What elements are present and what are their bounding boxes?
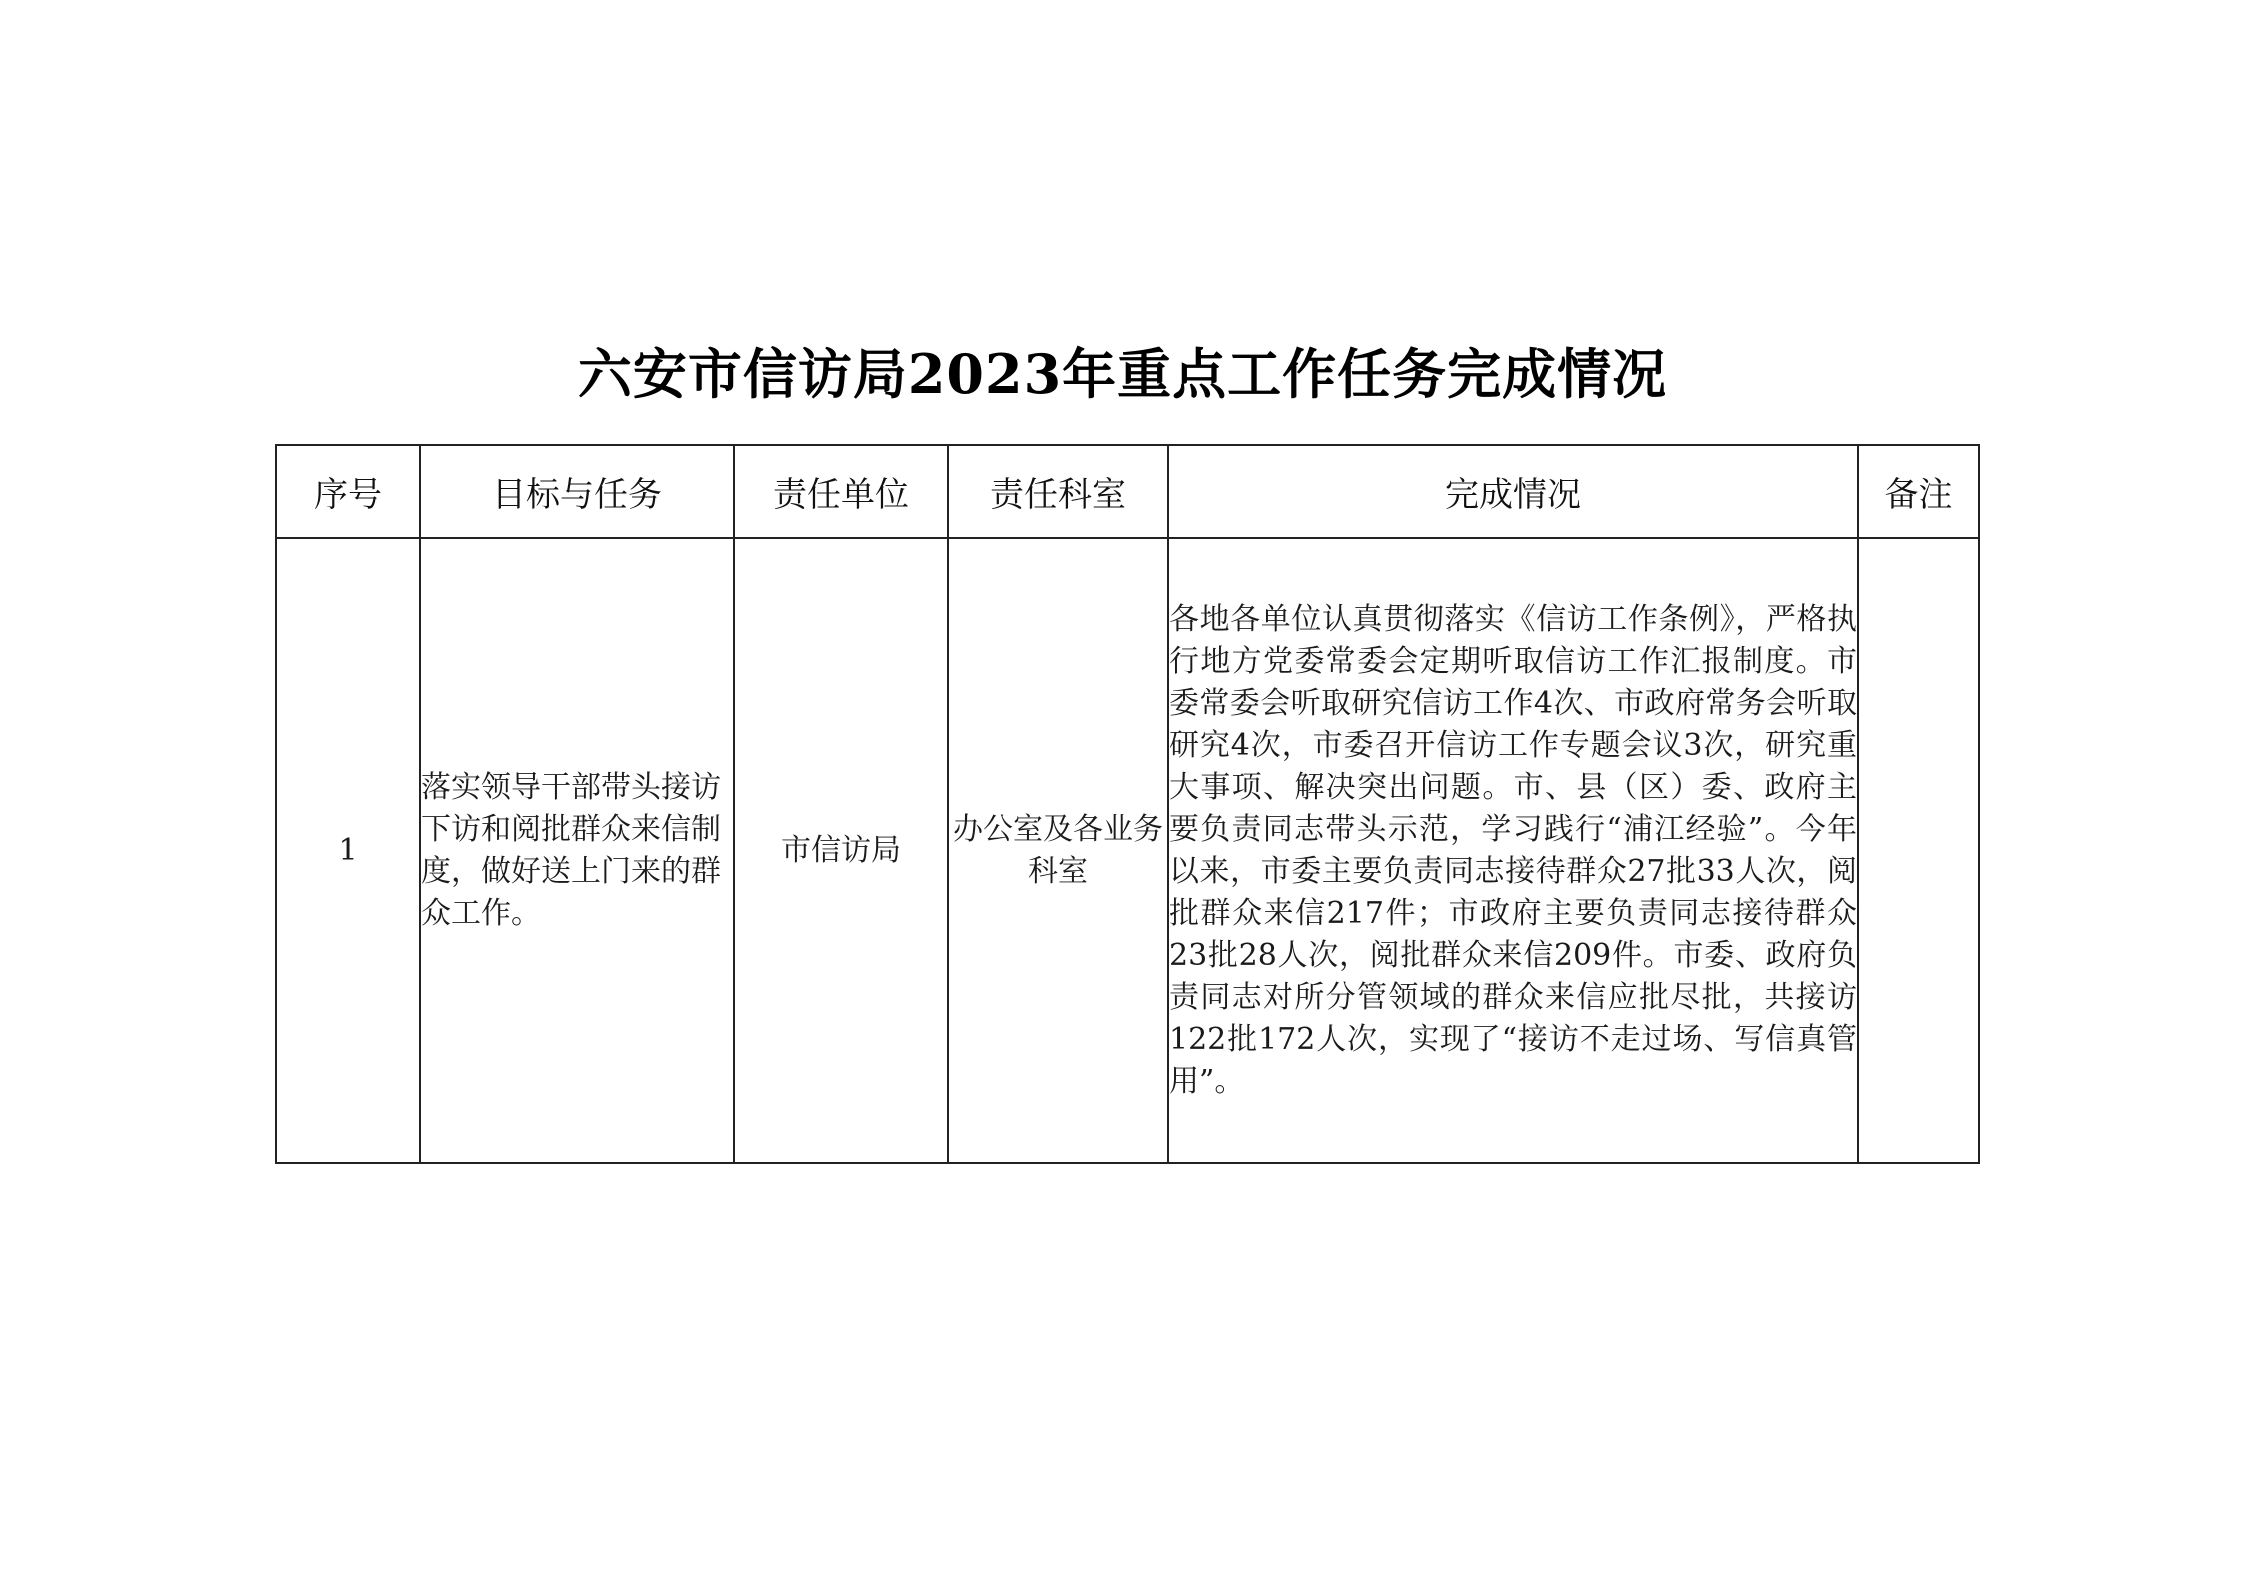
task-table [275, 444, 1980, 1164]
header-dept: 责任科室 [948, 445, 1168, 538]
cell-unit-text: 市信访局 [781, 832, 901, 868]
cell-status-text: 各地各单位认真贯彻落实《信访工作条例》，严格执行地方党委常委会定期听取信访工作汇报制度。市委常委会听取研究信访工作4次、市政府常务会听取研究4次，市委召开信访工作专题会议3次，研究重大事项、解决突出问题。市、县（区）委、政府主要负责同志带头示范，学习践行“浦江经验”。今年以来，市委主要负责同志接待群众27批33人次，阅批群众来信217件；市政府主要负责同志接待群众23批28人次，阅批群众来信209件。市委、政府负责同志对所分管领域的群众来信应批尽批，共接访122批172人次，实现了“接访不走过场、写信真管用”。 [1169, 601, 1857, 1099]
cell-remark [1858, 538, 1979, 1163]
cell-status [1168, 538, 1858, 1163]
cell-dept-text: 办公室及各业务科室 [953, 811, 1163, 889]
table-header-row [276, 445, 1979, 538]
page-title: 六安市信访局2023年重点工作任务完成情况 [577, 342, 1668, 406]
header-seq: 序号 [276, 445, 420, 538]
table-row [276, 538, 1979, 1163]
cell-dept [948, 538, 1168, 1163]
cell-goal [420, 538, 734, 1163]
header-goal: 目标与任务 [420, 445, 734, 538]
cell-seq [276, 538, 420, 1163]
header-status: 完成情况 [1168, 445, 1858, 538]
cell-goal-text: 落实领导干部带头接访下访和阅批群众来信制度，做好送上门来的群众工作。 [421, 769, 721, 931]
cell-seq-text: 1 [338, 832, 358, 868]
header-unit: 责任单位 [734, 445, 948, 538]
cell-unit [734, 538, 948, 1163]
header-remark: 备注 [1858, 445, 1979, 538]
